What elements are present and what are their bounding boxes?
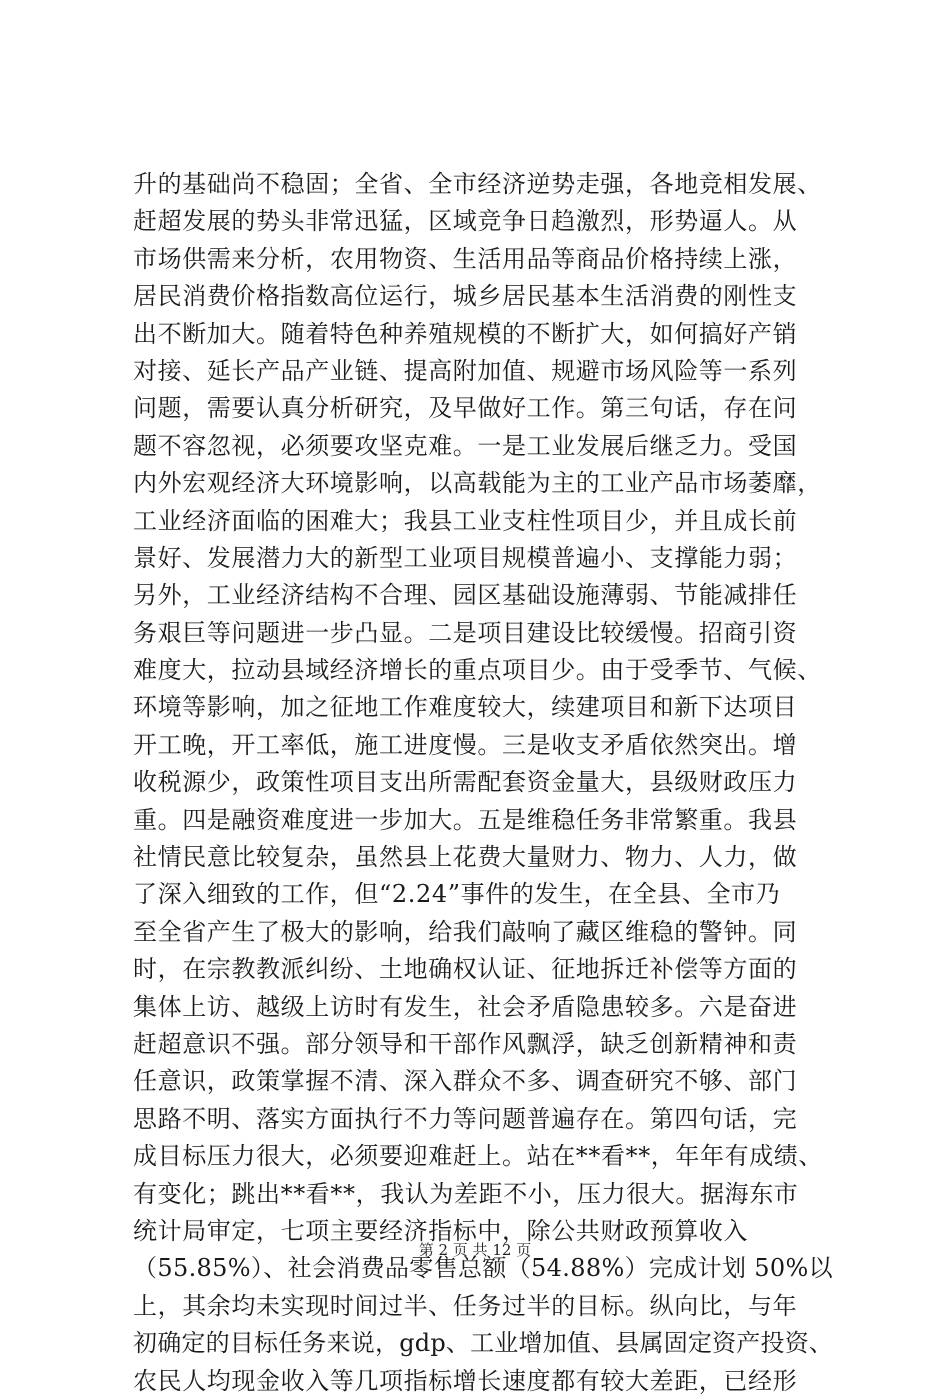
- text-line: 工业经济面临的困难大；我县工业支柱性项目少，并且成长前: [133, 506, 798, 535]
- text-line: 居民消费价格指数高位运行，城乡居民基本生活消费的刚性支: [133, 282, 798, 311]
- text-line: 对接、延长产品产业链、提高附加值、规避市场风险等一系列: [133, 356, 798, 385]
- text-line: 景好、发展潜力大的新型工业项目规模普遍小、支撑能力弱；: [133, 543, 798, 572]
- text-line: 集体上访、越级上访时有发生，社会矛盾隐患较多。六是奋进: [133, 992, 798, 1021]
- text-line: 成目标压力很大，必须要迎难赶上。站在**看**，年年有成绩、: [133, 1142, 823, 1171]
- text-line: 问题，需要认真分析研究，及早做好工作。第三句话，存在问: [133, 394, 798, 423]
- text-line: 有变化；跳出**看**，我认为差距不小，压力很大。据海东市: [133, 1179, 799, 1208]
- text-line: 内外宏观经济大环境影响，以高载能为主的工业产品市场萎靡，: [133, 469, 822, 498]
- text-line: 时，在宗教教派纠纷、土地确权认证、征地拆迁补偿等方面的: [133, 955, 798, 984]
- text-line: （55.85%）、社会消费品零售总额（54.88%）完成计划 50%以: [133, 1254, 833, 1283]
- text-line: 重。四是融资难度进一步加大。五是维稳任务非常繁重。我县: [133, 805, 798, 834]
- page-footer: 第 2 页 共 12 页: [418, 1241, 532, 1259]
- text-line: 初确定的目标任务来说，gdp、工业增加值、县属固定资产投资、: [133, 1329, 834, 1358]
- text-line: 另外，工业经济结构不合理、园区基础设施薄弱、节能减排任: [133, 581, 798, 610]
- text-line: 农民人均现金收入等几项指标增长速度都有较大差距，已经形: [133, 1366, 798, 1395]
- text-line: 统计局审定，七项主要经济指标中，除公共财政预算收入: [133, 1216, 748, 1245]
- text-line: 赶超意识不强。部分领导和干部作风飘浮，缺乏创新精神和责: [133, 1029, 798, 1058]
- text-line: 上，其余均未实现时间过半、任务过半的目标。纵向比，与年: [133, 1291, 798, 1320]
- text-line: 了深入细致的工作，但“2.24”事件的发生，在全县、全市乃: [133, 880, 781, 909]
- text-line: 思路不明、落实方面执行不力等问题普遍存在。第四句话，完: [133, 1104, 798, 1133]
- text-line: 开工晚，开工率低，施工进度慢。三是收支矛盾依然突出。增: [133, 730, 798, 759]
- text-line: 出不断加大。随着特色种养殖规模的不断扩大，如何搞好产销: [133, 319, 798, 348]
- text-line: 至全省产生了极大的影响，给我们敲响了藏区维稳的警钟。同: [133, 917, 798, 946]
- text-line: 任意识，政策掌握不清、深入群众不多、调查研究不够、部门: [133, 1067, 798, 1096]
- text-line: 社情民意比较复杂，虽然县上花费大量财力、物力、人力，做: [133, 843, 798, 872]
- text-line: 环境等影响，加之征地工作难度较大，续建项目和新下达项目: [133, 693, 798, 722]
- text-line: 务艰巨等问题进一步凸显。二是项目建设比较缓慢。招商引资: [133, 618, 798, 647]
- text-line: 升的基础尚不稳固；全省、全市经济逆势走强，各地竞相发展、: [133, 170, 822, 198]
- text-line: 收税源少，政策性项目支出所需配套资金量大，县级财政压力: [133, 768, 798, 797]
- body-text: [133, 166, 833, 1400]
- text-line: 市场供需来分析，农用物资、生活用品等商品价格持续上涨，: [133, 244, 798, 273]
- text-line: 题不容忽视，必须要攻坚克难。一是工业发展后继乏力。受国: [133, 431, 798, 460]
- text-line: 难度大，拉动县域经济增长的重点项目少。由于受季节、气候、: [133, 656, 822, 685]
- text-line: 赶超发展的势头非常迅猛，区域竞争日趋激烈，形势逼人。从: [133, 207, 798, 236]
